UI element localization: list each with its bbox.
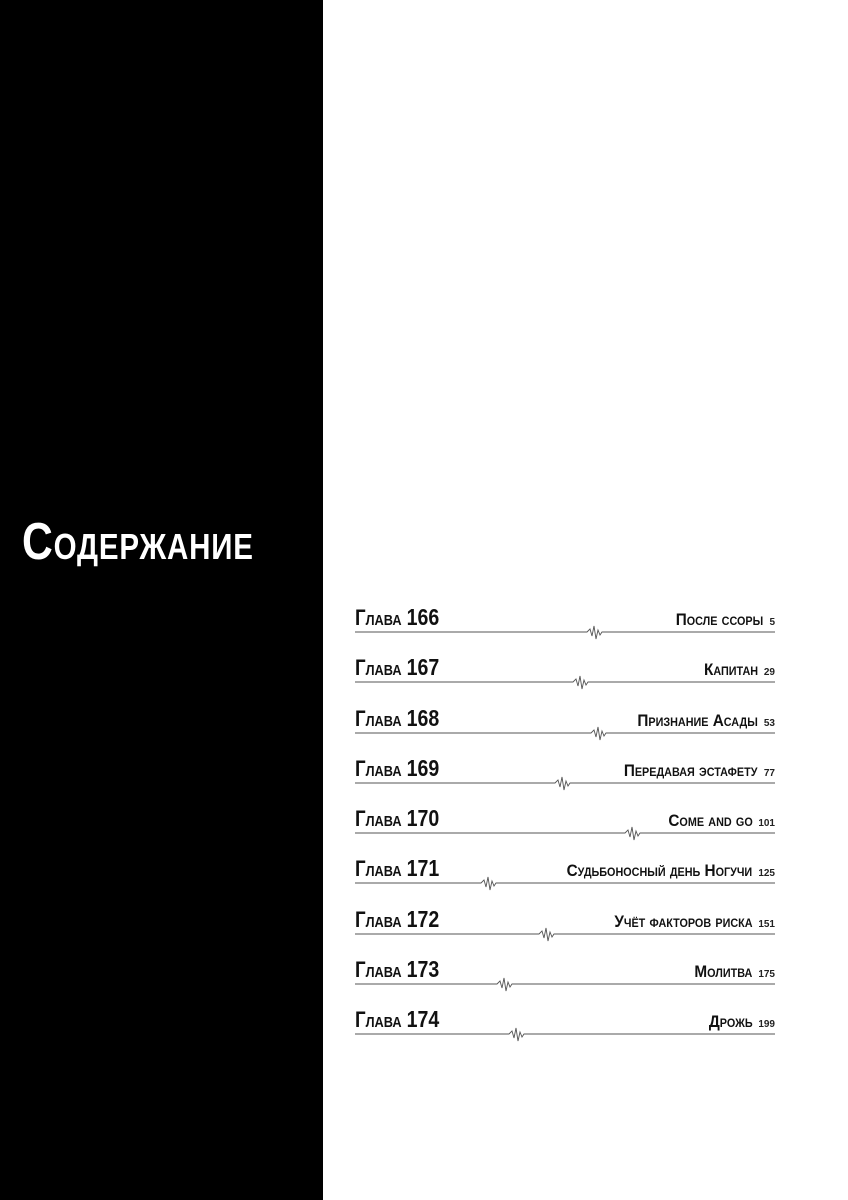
page-number: 53 [763, 717, 775, 729]
page-number: 101 [758, 818, 775, 830]
page-number: 175 [758, 969, 775, 981]
toc-entry[interactable] [355, 600, 775, 650]
heartbeat-line [355, 825, 775, 841]
page-number: 151 [758, 918, 775, 930]
page-number: 29 [763, 667, 775, 679]
chapter-title: Come and go [667, 811, 753, 831]
heartbeat-line [355, 926, 775, 942]
chapter-title: Передавая эстафету [624, 760, 758, 780]
toc-entry[interactable] [355, 701, 775, 751]
chapter-word: Глава [355, 957, 402, 983]
chapter-word: Глава [355, 856, 402, 882]
chapter-word: Глава [355, 755, 402, 781]
chapter-title: Дрожь [708, 1012, 753, 1032]
page-number: 199 [758, 1019, 775, 1031]
page-number: 125 [758, 868, 775, 880]
chapter-title: После ссоры [675, 610, 764, 629]
chapter-title: Судьбоносный день Ногучи [566, 861, 753, 881]
toc-entry[interactable] [355, 902, 775, 952]
chapter-word: Глава [355, 605, 402, 630]
page-number: 77 [763, 767, 775, 779]
chapter-number: 168 [406, 704, 440, 731]
chapter-word: Глава [355, 806, 402, 832]
chapter-word: Глава [355, 705, 402, 731]
heartbeat-line [355, 875, 775, 891]
toc-entry[interactable] [355, 851, 775, 901]
chapter-number: 170 [406, 805, 440, 832]
toc-entry[interactable] [355, 801, 775, 851]
toc-entry[interactable] [355, 1002, 775, 1052]
heartbeat-line [355, 674, 775, 690]
contents-title: Содержание [22, 513, 254, 571]
heartbeat-line [355, 775, 775, 791]
chapter-number: 166 [406, 604, 440, 630]
chapter-number: 171 [406, 855, 440, 882]
page-number: 5 [769, 617, 775, 628]
black-side-panel [0, 0, 323, 1200]
heartbeat-line [355, 725, 775, 741]
heartbeat-line [355, 624, 775, 640]
heartbeat-line [355, 1026, 775, 1042]
chapter-number: 167 [406, 654, 440, 681]
toc-list [355, 600, 775, 1053]
heartbeat-line [355, 976, 775, 992]
chapter-number: 174 [406, 1006, 440, 1033]
chapter-title: Молитва [694, 962, 753, 982]
chapter-title: Учёт факторов риска [614, 911, 753, 931]
toc-entry[interactable] [355, 650, 775, 700]
chapter-number: 172 [406, 905, 440, 932]
chapter-number: 169 [406, 754, 440, 781]
chapter-word: Глава [355, 1007, 402, 1033]
chapter-number: 173 [406, 956, 440, 983]
toc-entry[interactable] [355, 952, 775, 1002]
chapter-title: Признание Асады [637, 710, 758, 730]
chapter-title: Капитан [703, 660, 758, 680]
chapter-word: Глава [355, 906, 402, 932]
chapter-word: Глава [355, 655, 402, 681]
toc-entry[interactable] [355, 751, 775, 801]
